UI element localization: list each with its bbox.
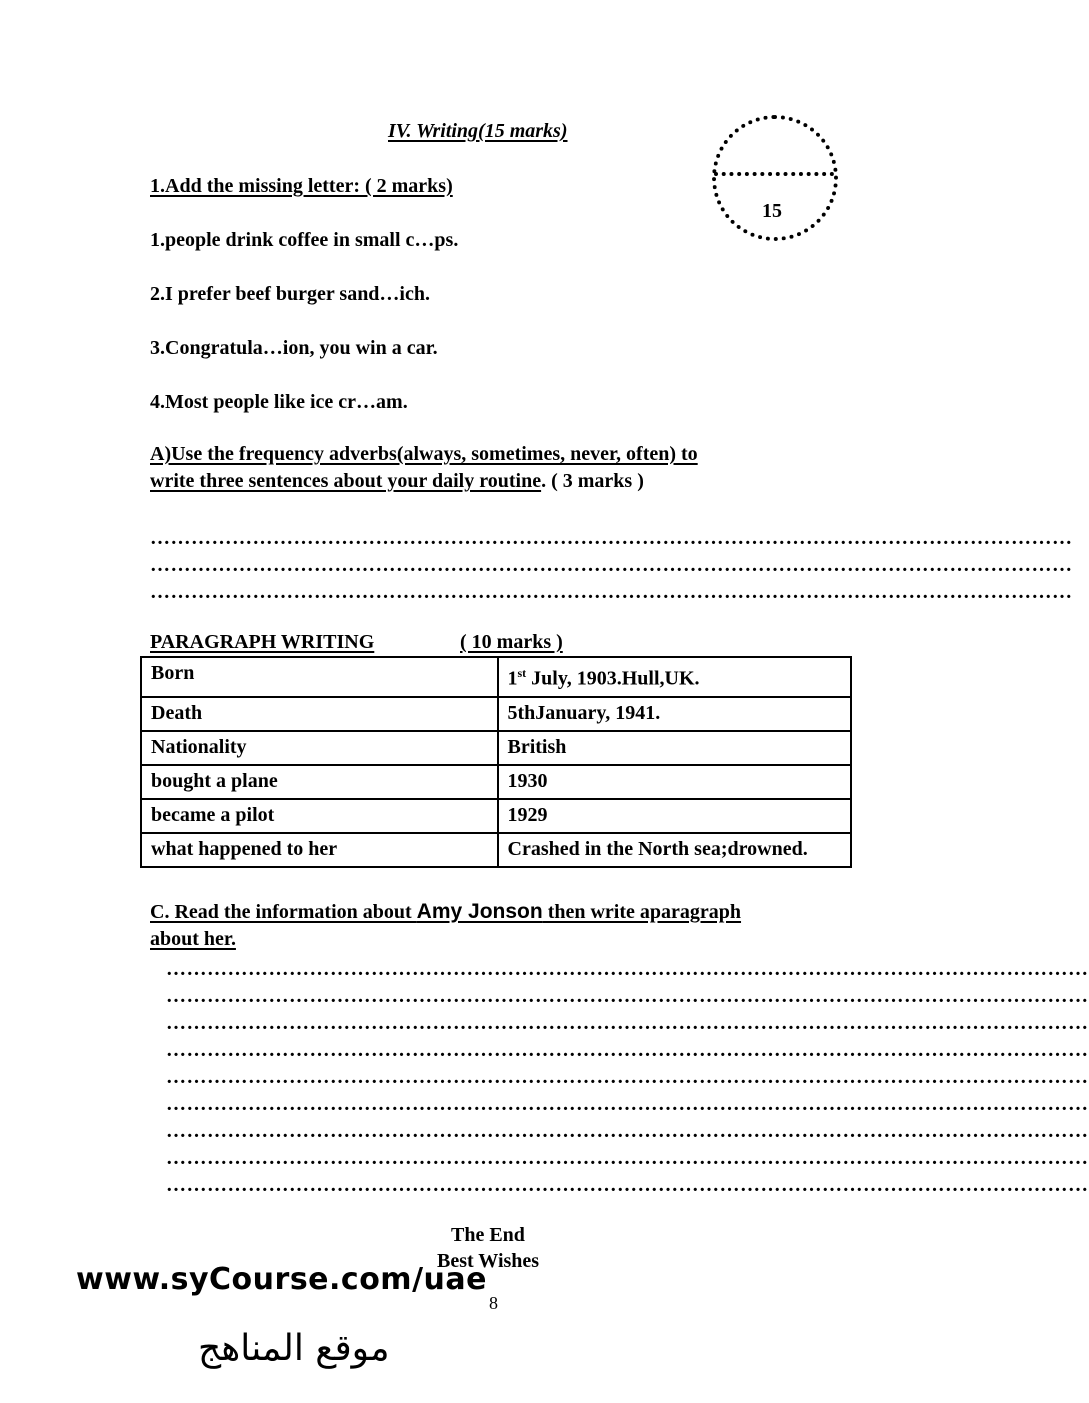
part1-item-3: 3.Congratula…ion, you win a car.: [150, 337, 438, 359]
row-label: Nationality: [141, 731, 498, 765]
part1-item-1: 1.people drink coffee in small c…ps.: [150, 229, 459, 251]
website-watermark: www.syCourse.com/uae: [76, 1262, 487, 1297]
partC-answer-line[interactable]: ………………………………………………………………………………………………………………………: [166, 1174, 1089, 1196]
partC-answer-line[interactable]: ………………………………………………………………………………………………………………………: [166, 958, 1089, 980]
row-value: British: [498, 731, 852, 765]
partA-heading-instruction: write three sentences about your daily routine: [150, 470, 542, 492]
partA-heading-line2: [150, 470, 644, 493]
partA-answer-line[interactable]: ………………………………………………………………………………………………………………………: [150, 581, 1073, 603]
best-wishes-text: Best Wishes: [437, 1250, 540, 1272]
part1-item-4: 4.Most people like ice cr…am.: [150, 391, 408, 413]
info-table: [140, 656, 852, 868]
table-row: [141, 697, 851, 731]
partC-answer-line[interactable]: ………………………………………………………………………………………………………………………: [166, 1012, 1089, 1034]
partC-heading-line1: C. Read the information about Amy Jonson then write aparagraph: [150, 900, 742, 923]
score-divider: [714, 172, 834, 176]
row-label: bought a plane: [141, 765, 498, 799]
person-name: Amy Jonson: [416, 900, 543, 923]
row-label: Born: [141, 657, 498, 697]
row-label: became a pilot: [141, 799, 498, 833]
row-value: 1st July, 1903.Hull,UK.: [498, 657, 852, 697]
partC-heading-line2: about her.: [150, 928, 236, 950]
part1-heading: 1.Add the missing letter: ( 2 marks): [150, 175, 453, 197]
table-row: [141, 799, 851, 833]
the-end-text: The End: [451, 1224, 525, 1246]
table-row: [141, 657, 851, 697]
part1-item-2: 2.I prefer beef burger sand…ich.: [150, 283, 430, 305]
row-label: what happened to her: [141, 833, 498, 867]
paragraph-heading: PARAGRAPH WRITING: [150, 631, 375, 653]
partC-answer-line[interactable]: ………………………………………………………………………………………………………………………: [166, 985, 1089, 1007]
partA-heading-marks: . ( 3 marks ): [541, 470, 644, 492]
partA-heading-line1: A)Use the frequency adverbs(always, sometimes, never, often) to: [150, 443, 698, 465]
row-value: 5thJanuary, 1941.: [498, 697, 852, 731]
arabic-site-name: موقع المناهج: [198, 1328, 390, 1369]
partC-answer-line[interactable]: ………………………………………………………………………………………………………………………: [166, 1039, 1089, 1061]
page-number: 8: [489, 1293, 498, 1313]
row-value: 1929: [498, 799, 852, 833]
partA-answer-line[interactable]: ………………………………………………………………………………………………………………………: [150, 527, 1073, 549]
partC-answer-line[interactable]: ………………………………………………………………………………………………………………………: [166, 1147, 1089, 1169]
partC-answer-line[interactable]: ………………………………………………………………………………………………………………………: [166, 1066, 1089, 1088]
table-row: [141, 833, 851, 867]
partC-answer-line[interactable]: ………………………………………………………………………………………………………………………: [166, 1093, 1089, 1115]
table-row: [141, 765, 851, 799]
paragraph-marks: ( 10 marks ): [460, 631, 563, 653]
row-value: Crashed in the North sea;drowned.: [498, 833, 852, 867]
section-title: IV. Writing(15 marks): [388, 120, 568, 142]
partA-answer-line[interactable]: ………………………………………………………………………………………………………………………: [150, 554, 1073, 576]
table-row: [141, 731, 851, 765]
row-label: Death: [141, 697, 498, 731]
row-value: 1930: [498, 765, 852, 799]
score-total: 15: [762, 200, 782, 222]
partC-answer-line[interactable]: ………………………………………………………………………………………………………………………: [166, 1120, 1089, 1142]
